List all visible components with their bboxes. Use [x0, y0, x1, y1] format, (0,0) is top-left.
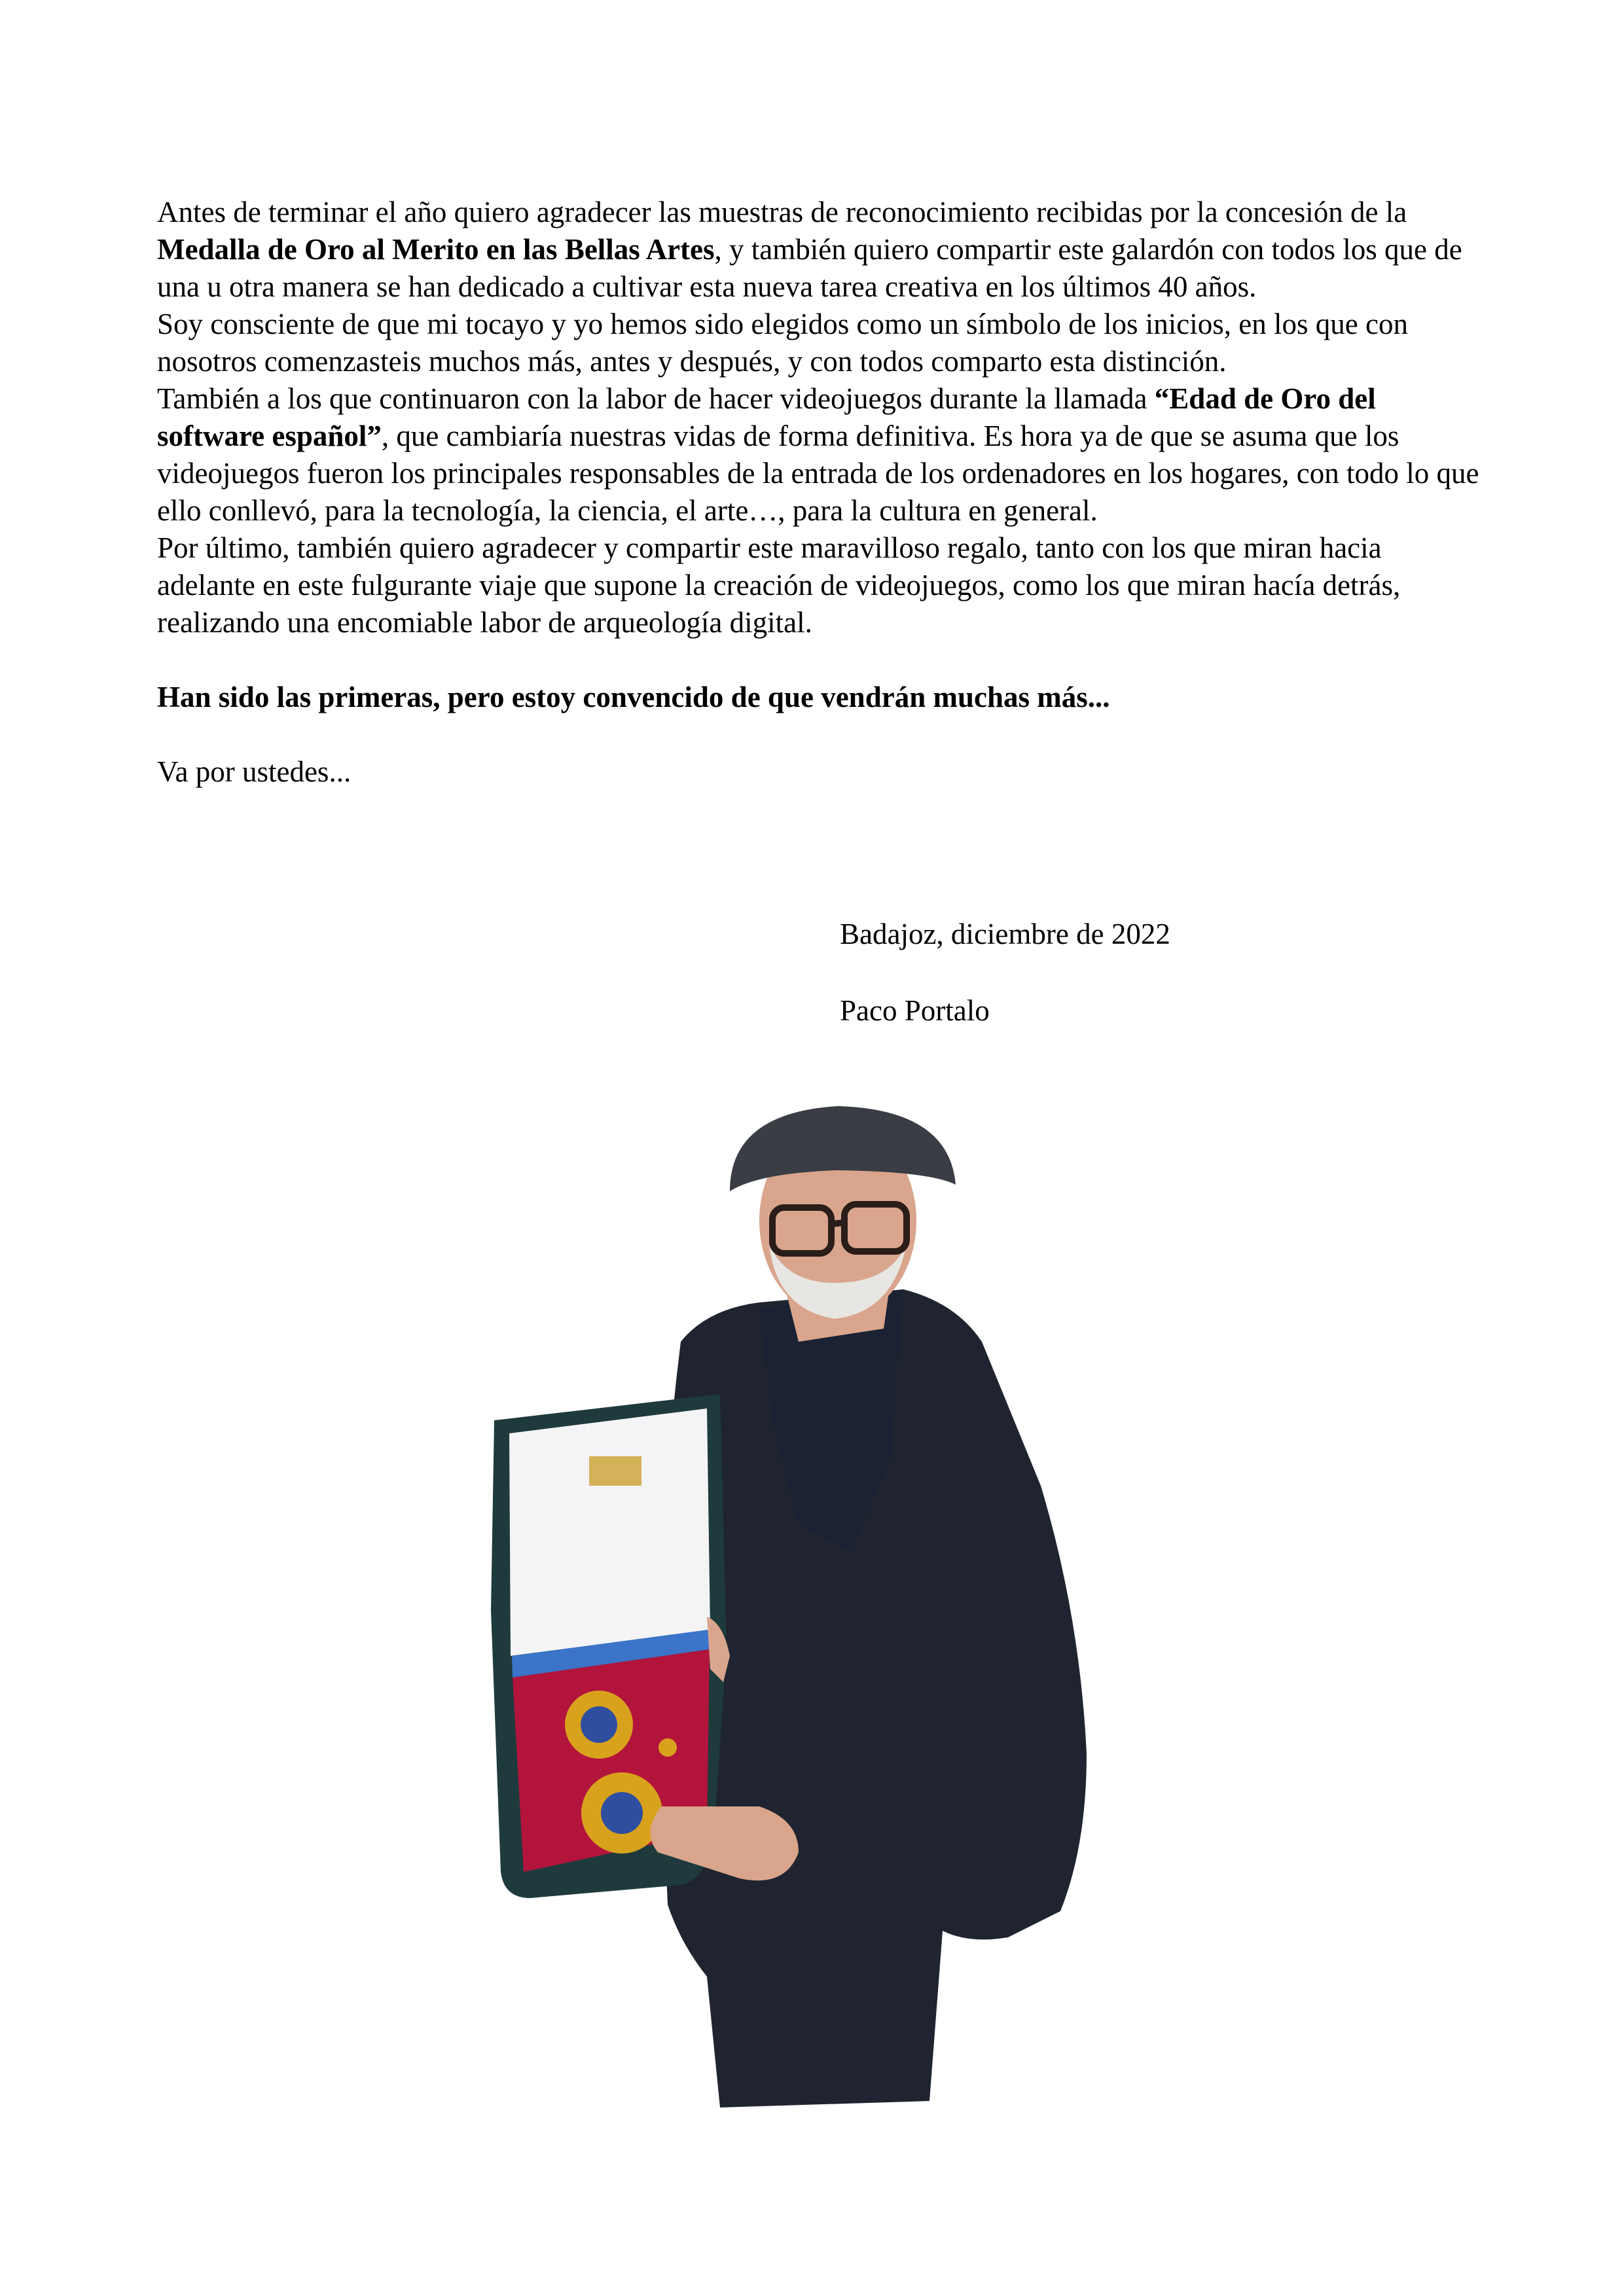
place-date: Badajoz, diciembre de 2022: [840, 918, 1170, 950]
paragraph-highlight: [157, 679, 1486, 716]
case-plaque-shape: [589, 1456, 641, 1486]
spacer: [157, 641, 1486, 679]
paragraph-text: , que cambiaría nuestras vidas de forma definitiva. Es hora ya de que se asuma que los videojuegos fueron los principales responsables de la entrada de los ordenadores en los hogares, con todo lo que ello conllevó, para la tecnología, la ciencia, el arte…, para la cultura en general.: [157, 420, 1479, 527]
letter-body: [157, 194, 1486, 791]
golden-age-phrase: “Edad de Oro del software español”: [157, 382, 1376, 452]
paragraph-text: , y también quiero compartir este galardón con todos los que de una u otra manera se han dedicado a cultivar esta nueva tarea creativa en los últimos 40 años.: [157, 233, 1462, 303]
highlight-text: Han sido las primeras, pero estoy convencido de que vendrán muchas más...: [157, 681, 1110, 713]
medal-icon: [565, 1691, 633, 1759]
medal-icon: [581, 1772, 662, 1854]
spacer: [157, 716, 1486, 753]
paragraph-text: También a los que continuaron con la labor de hacer videojuegos durante la llamada: [157, 382, 1155, 415]
medal-name: Medalla de Oro al Merito en las Bellas Artes: [157, 233, 715, 266]
case-lining-shape: [509, 1408, 710, 1656]
pin-icon: [659, 1738, 677, 1757]
paragraph-symbol: Soy consciente de que mi tocayo y yo hemos sido elegidos como un símbolo de los inicios, en los que con nosotros comenzasteis muchos más, antes y después, y con todos comparto esta distinción.: [157, 308, 1408, 378]
paragraph-gratitude: [157, 194, 1486, 306]
paragraph-golden-age: [157, 380, 1486, 529]
paragraph-share: Por último, también quiero agradecer y compartir este maravilloso regalo, tanto con los que miran hacia adelante en este fulgurante viaje que supone la creación de videojuegos, como los que miran hacía detrás, realizando una encomiable labor de arqueología digital.: [157, 531, 1401, 639]
signature-name: Paco Portalo: [840, 994, 990, 1027]
paragraph-dedication: Va por ustedes...: [157, 755, 352, 788]
author-photo: [432, 1093, 1191, 2114]
paragraph-text: Antes de terminar el año quiero agradecer las muestras de reconocimiento recibidas por la concesión de la: [157, 196, 1407, 228]
